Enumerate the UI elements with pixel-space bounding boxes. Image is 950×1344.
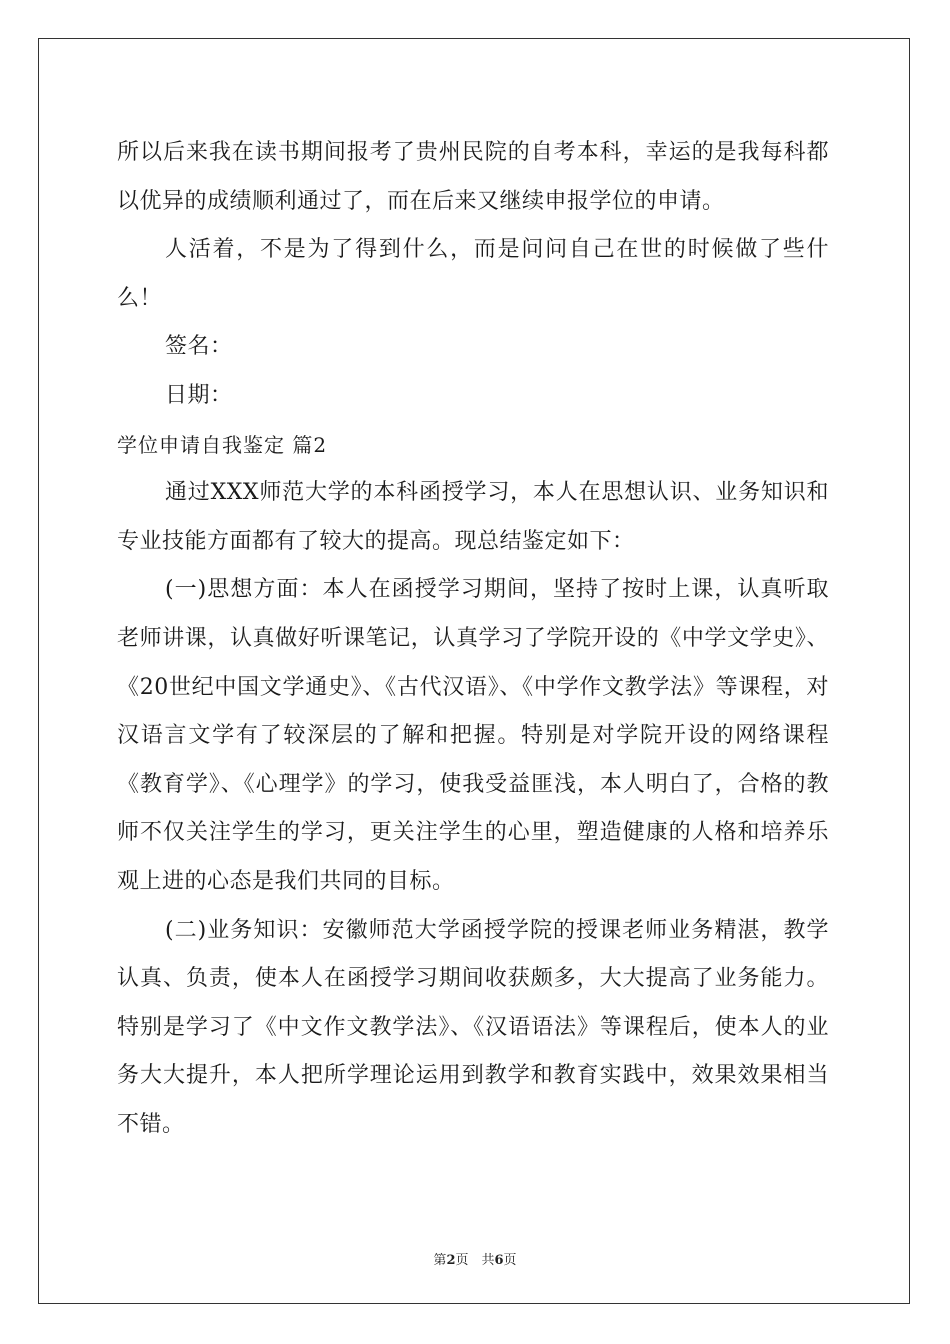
section-heading: 学位申请自我鉴定 篇2 bbox=[117, 432, 328, 457]
total-page-number: 6 bbox=[494, 1253, 504, 1268]
page-footer bbox=[0, 1249, 950, 1268]
footer-mid: 页 共 bbox=[455, 1253, 495, 1268]
paragraph: 通过XXX师范大学的本科函授学习，本人在思想认识、业务知识和专业技能方面都有了较大的提高。现总结鉴定如下： bbox=[117, 480, 829, 554]
footer-prefix: 第 bbox=[433, 1253, 447, 1268]
paragraph: 人活着，不是为了得到什么，而是问问自己在世的时候做了些什么！ bbox=[117, 237, 829, 311]
paragraph: (一)思想方面：本人在函授学习期间，坚持了按时上课，认真听取老师讲课，认真做好听课笔记，认真学习了学院开设的《中学文学史》、《20世纪中国文学通史》、《古代汉语》、《中学作文教学法》等课程，对汉语言文学有了较深层的了解和把握。特别是对学院开设的网络课程《教育学》、《心理学》的学习，使我受益匪浅，本人明白了，合格的教师不仅关注学生的学习，更关注学生的心里，塑造健康的人格和培养乐观上进的心态是我们共同的目标。 bbox=[117, 577, 829, 894]
footer-suffix: 页 bbox=[503, 1253, 517, 1268]
signature-label: 签名： bbox=[165, 334, 233, 360]
current-page-number: 2 bbox=[446, 1253, 456, 1268]
date-label: 日期： bbox=[165, 382, 233, 408]
document-body bbox=[117, 129, 829, 1149]
paragraph: (二)业务知识：安徽师范大学函授学院的授课老师业务精湛，教学认真、负责，使本人在函授学习期间收获颇多，大大提高了业务能力。特别是学习了《中文作文教学法》、《汉语语法》等课程后，使本人的业务大大提升，本人把所学理论运用到教学和教育实践中，效果效果相当不错。 bbox=[117, 917, 829, 1137]
paragraph: 所以后来我在读书期间报考了贵州民院的自考本科，幸运的是我每科都以优异的成绩顺利通过了，而在后来又继续申报学位的申请。 bbox=[117, 140, 829, 214]
